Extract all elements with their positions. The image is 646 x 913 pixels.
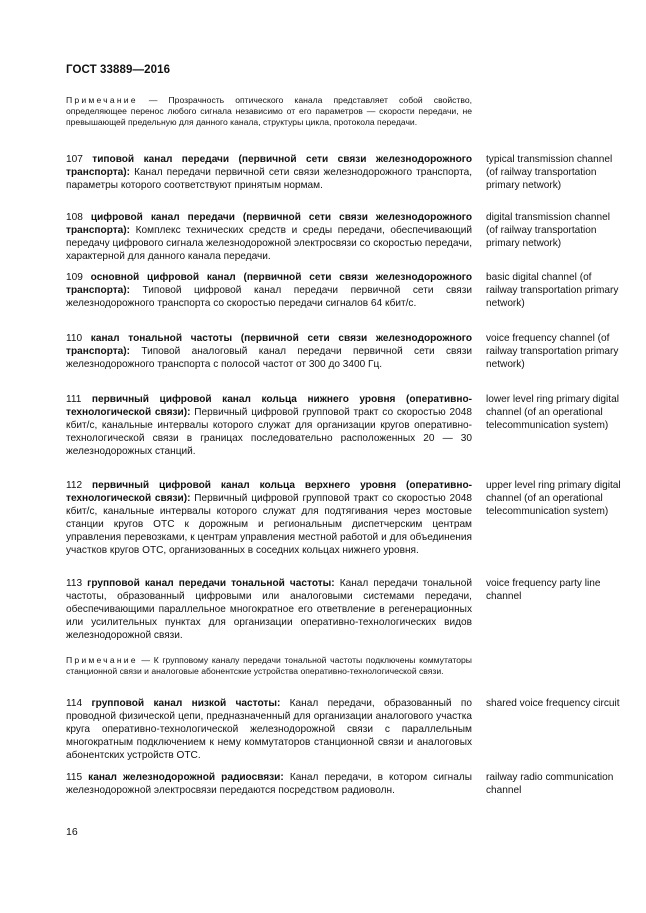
term-number: 113 — [66, 578, 83, 589]
term-113-english: voice frequency party line channel — [486, 578, 601, 602]
term-definition: Комплекс технических средств и среды передачи, обеспечивающий передачу цифрового сигнала железнодорожной электросвязи со скоростью передачи, характерной для данного канала передачи. — [66, 224, 472, 262]
term-number: 112 — [66, 480, 83, 491]
term-definition: Канал передачи, в котором сигналы железнодорожной электросвязи передаются посредством радиоволн. — [66, 772, 472, 796]
term-110-english: voice frequency channel (of railway transportation primary network) — [486, 333, 619, 370]
term-title: основной цифровой канал (первичной сети связи железнодорожного транспорта): — [66, 272, 472, 296]
term-115-english: railway radio communication channel — [486, 772, 614, 796]
term-108 — [66, 212, 472, 264]
note-text: — К групповому каналу передачи тональной частоты подключены коммутаторы станционной связи и аналоговые абонентские устройства оперативно-технологической связи. — [66, 655, 472, 676]
term-title: групповой канал низкой частоты: — [91, 698, 281, 709]
term-112-english: upper level ring primary digital channel (of an operational telecommunication system) — [486, 480, 621, 517]
term-number: 109 — [66, 272, 83, 283]
term-108-english: digital transmission channel (of railway transportation primary network) — [486, 212, 610, 249]
term-114 — [66, 698, 472, 763]
term-115 — [66, 772, 472, 798]
term-number: 111 — [66, 394, 82, 405]
term-111-english: lower level ring primary digital channel (of an operational telecommunication system) — [486, 394, 619, 431]
term-113 — [66, 578, 472, 643]
term-number: 107 — [66, 154, 83, 165]
note-paragraph-2 — [66, 655, 472, 677]
term-number: 108 — [66, 212, 83, 223]
term-title: цифровой канал передачи (первичной сети связи железнодорожного транспорта): — [66, 212, 473, 236]
note-paragraph — [66, 95, 472, 128]
term-title: первичный цифровой канал кольца нижнего уровня (оперативно-технологической связи): — [66, 394, 472, 418]
term-definition: Канал передачи тональной частоты, образованный цифровыми или аналоговыми системами передачи, обеспечивающими параллельное многократное его ответвление в регенерационных или усилительных пунктах для организации оперативно-технологических видов железнодорожной связи. — [66, 578, 472, 641]
term-title: групповой канал передачи тональной частоты: — [87, 578, 335, 589]
term-107-english: typical transmission channel (of railway transportation primary network) — [486, 154, 613, 191]
term-definition: Первичный цифровой групповой тракт со скоростью 2048 кбит/с, канальные интервалы которого служат для подтягивания через мостовые станции кругов ОТС к дорожным и региональным диспетчерским центрам управления перевозками, к центрам управления местной работой и для объединения участков кругов ОТС, организованных в соседних кольцах нижнего уровня. — [66, 492, 472, 556]
document-header: ГОСТ 33889—2016 — [66, 64, 171, 76]
term-definition: Первичный цифровой групповой тракт со скоростью 2048 кбит/с, канальные интервалы которого служат для организации кругов оперативно-технологической связи в границах последовательно расположенных 20 — 30 железнодорожных станций. — [66, 406, 472, 457]
term-110 — [66, 333, 472, 372]
term-number: 114 — [66, 698, 83, 709]
note-lead: Примечание — [66, 655, 138, 665]
term-112 — [66, 480, 472, 557]
term-109 — [66, 272, 472, 311]
page-number: 16 — [66, 826, 78, 838]
term-definition: Канал передачи первичной сети связи железнодорожного транспорта, параметры которого соответствуют принятым нормам. — [66, 166, 472, 191]
term-number: 110 — [66, 333, 83, 344]
note-text: — Прозрачность оптического канала представляет собой свойство, определяющее перенос любого сигнала независимо от его параметров — скорости передачи, не превышающей предельную для данного канала, структуры цикла, протокола передачи. — [66, 95, 472, 127]
note-lead: Примечание — [66, 95, 138, 105]
term-title: канал железнодорожной радиосвязи: — [88, 772, 284, 783]
term-111 — [66, 394, 472, 459]
term-number: 115 — [66, 772, 83, 783]
term-definition: Типовой цифровой канал передачи первичной сети связи железнодорожного транспорта со скоростью передачи сигналов 64 кбит/с. — [66, 284, 472, 309]
term-title: первичный цифровой канал кольца верхнего уровня (оперативно-технологической связи): — [66, 480, 472, 504]
term-114-english: shared voice frequency circuit — [486, 698, 620, 709]
term-107 — [66, 154, 472, 193]
term-definition: Типовой аналоговый канал передачи первичной сети связи железнодорожного транспорта с полосой частот от 300 до 3400 Гц. — [66, 345, 472, 370]
term-109-english: basic digital channel (of railway transportation primary network) — [486, 272, 619, 309]
term-title: канал тональной частоты (первичной сети связи железнодорожного транспорта): — [66, 333, 472, 357]
term-title: типовой канал передачи (первичной сети связи железнодорожного транспорта): — [66, 154, 472, 178]
term-definition: Канал передачи, образованный по проводной физической цепи, предназначенный для организации аналогового участка круга оперативно-технологической железнодорожной связи с параллельным многократным подключением к нему коммутаторов станционной связи и аналоговых абонентских устройств ОТС. — [66, 698, 472, 761]
